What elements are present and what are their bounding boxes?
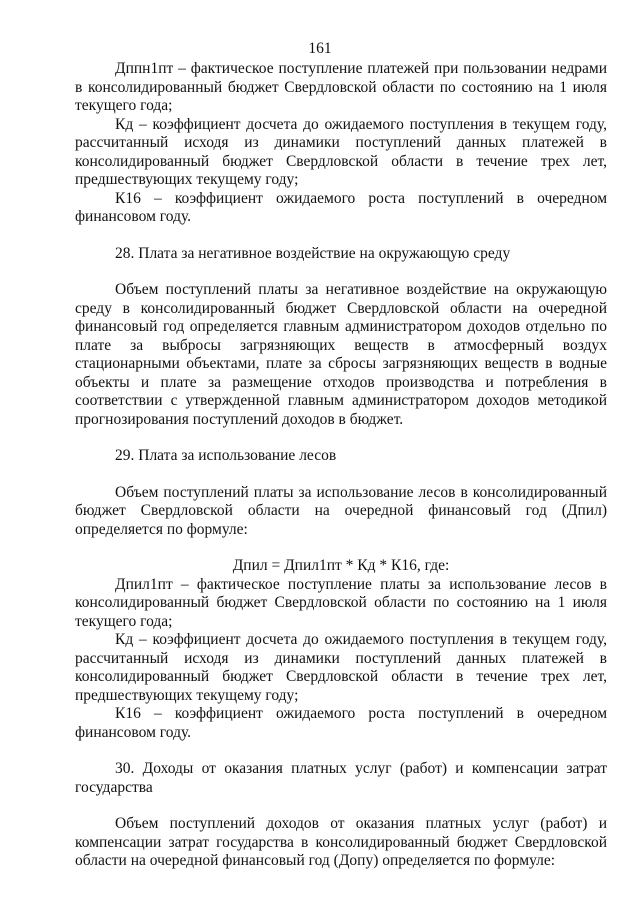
paragraph-negative-impact: Объем поступлений платы за негативное воздействие на окружающую среду в консолидированный бюджет Свердловской области на очередной финансовый год определяется главным администратором доходов отдельно по плате за выбросы загрязняющих веществ в атмосферный воздух стационарными объектами, плате за сбросы загрязняющих веществ в водные объекты и плате за размещение отходов производства и потребления в соответствии с утвержденной главным администратором доходов методикой прогнозирования поступлений доходов в бюджет. xyxy=(75,281,607,428)
paragraph-dpil1pt-definition: Дпил1пт – фактическое поступление платы за использование лесов в консолидированный бюджет Свердловской области по состоянию на 1 июля текущего года; xyxy=(75,575,607,630)
paragraph-kd-definition: Кд – коэффициент досчета до ожидаемого поступления в текущем году, рассчитанный исходя из динамики поступлений данных платежей в консолидированный бюджет Свердловской области в течение трех лет, предшествующих текущему году; xyxy=(75,115,607,188)
paragraph-k16-definition-2: К16 – коэффициент ожидаемого роста поступлений в очередном финансовом году. xyxy=(75,705,607,741)
section-heading-29: 29. Плата за использование лесов xyxy=(115,447,337,464)
formula-dpil: Дпил = Дпил1пт * Кд * К16, где: xyxy=(232,557,450,574)
page-number: 161 xyxy=(308,40,332,57)
paragraph-dppn1pt-definition: Дппн1пт – фактическое поступление платежей при пользовании недрами в консолидированный бюджет Свердловской области по состоянию на 1 июля текущего года; xyxy=(75,60,607,114)
section-heading-30: 30. Доходы от оказания платных услуг (работ) и компенсации затрат государства xyxy=(75,760,607,796)
paragraph-kd-definition-2: Кд – коэффициент досчета до ожидаемого поступления в текущем году, рассчитанный исходя из динамики поступлений данных платежей в консолидированный бюджет Свердловской области в течение трех лет, предшествующих текущему году; xyxy=(75,631,607,704)
paragraph-k16-definition: К16 – коэффициент ожидаемого роста поступлений в очередном финансовом году. xyxy=(75,189,607,225)
paragraph-forest-use: Объем поступлений платы за использование лесов в консолидированный бюджет Свердловской области на очередной финансовый год (Дпил) определяется по формуле: xyxy=(75,483,607,538)
page-content xyxy=(75,60,607,871)
paragraph-paid-services: Объем поступлений доходов от оказания платных услуг (работ) и компенсации затрат государства в консолидированный бюджет Свердловской области на очередной финансовый год (Допу) определяется по формуле: xyxy=(75,815,607,869)
section-heading-28: 28. Плата за негативное воздействие на окружающую среду xyxy=(115,244,511,262)
